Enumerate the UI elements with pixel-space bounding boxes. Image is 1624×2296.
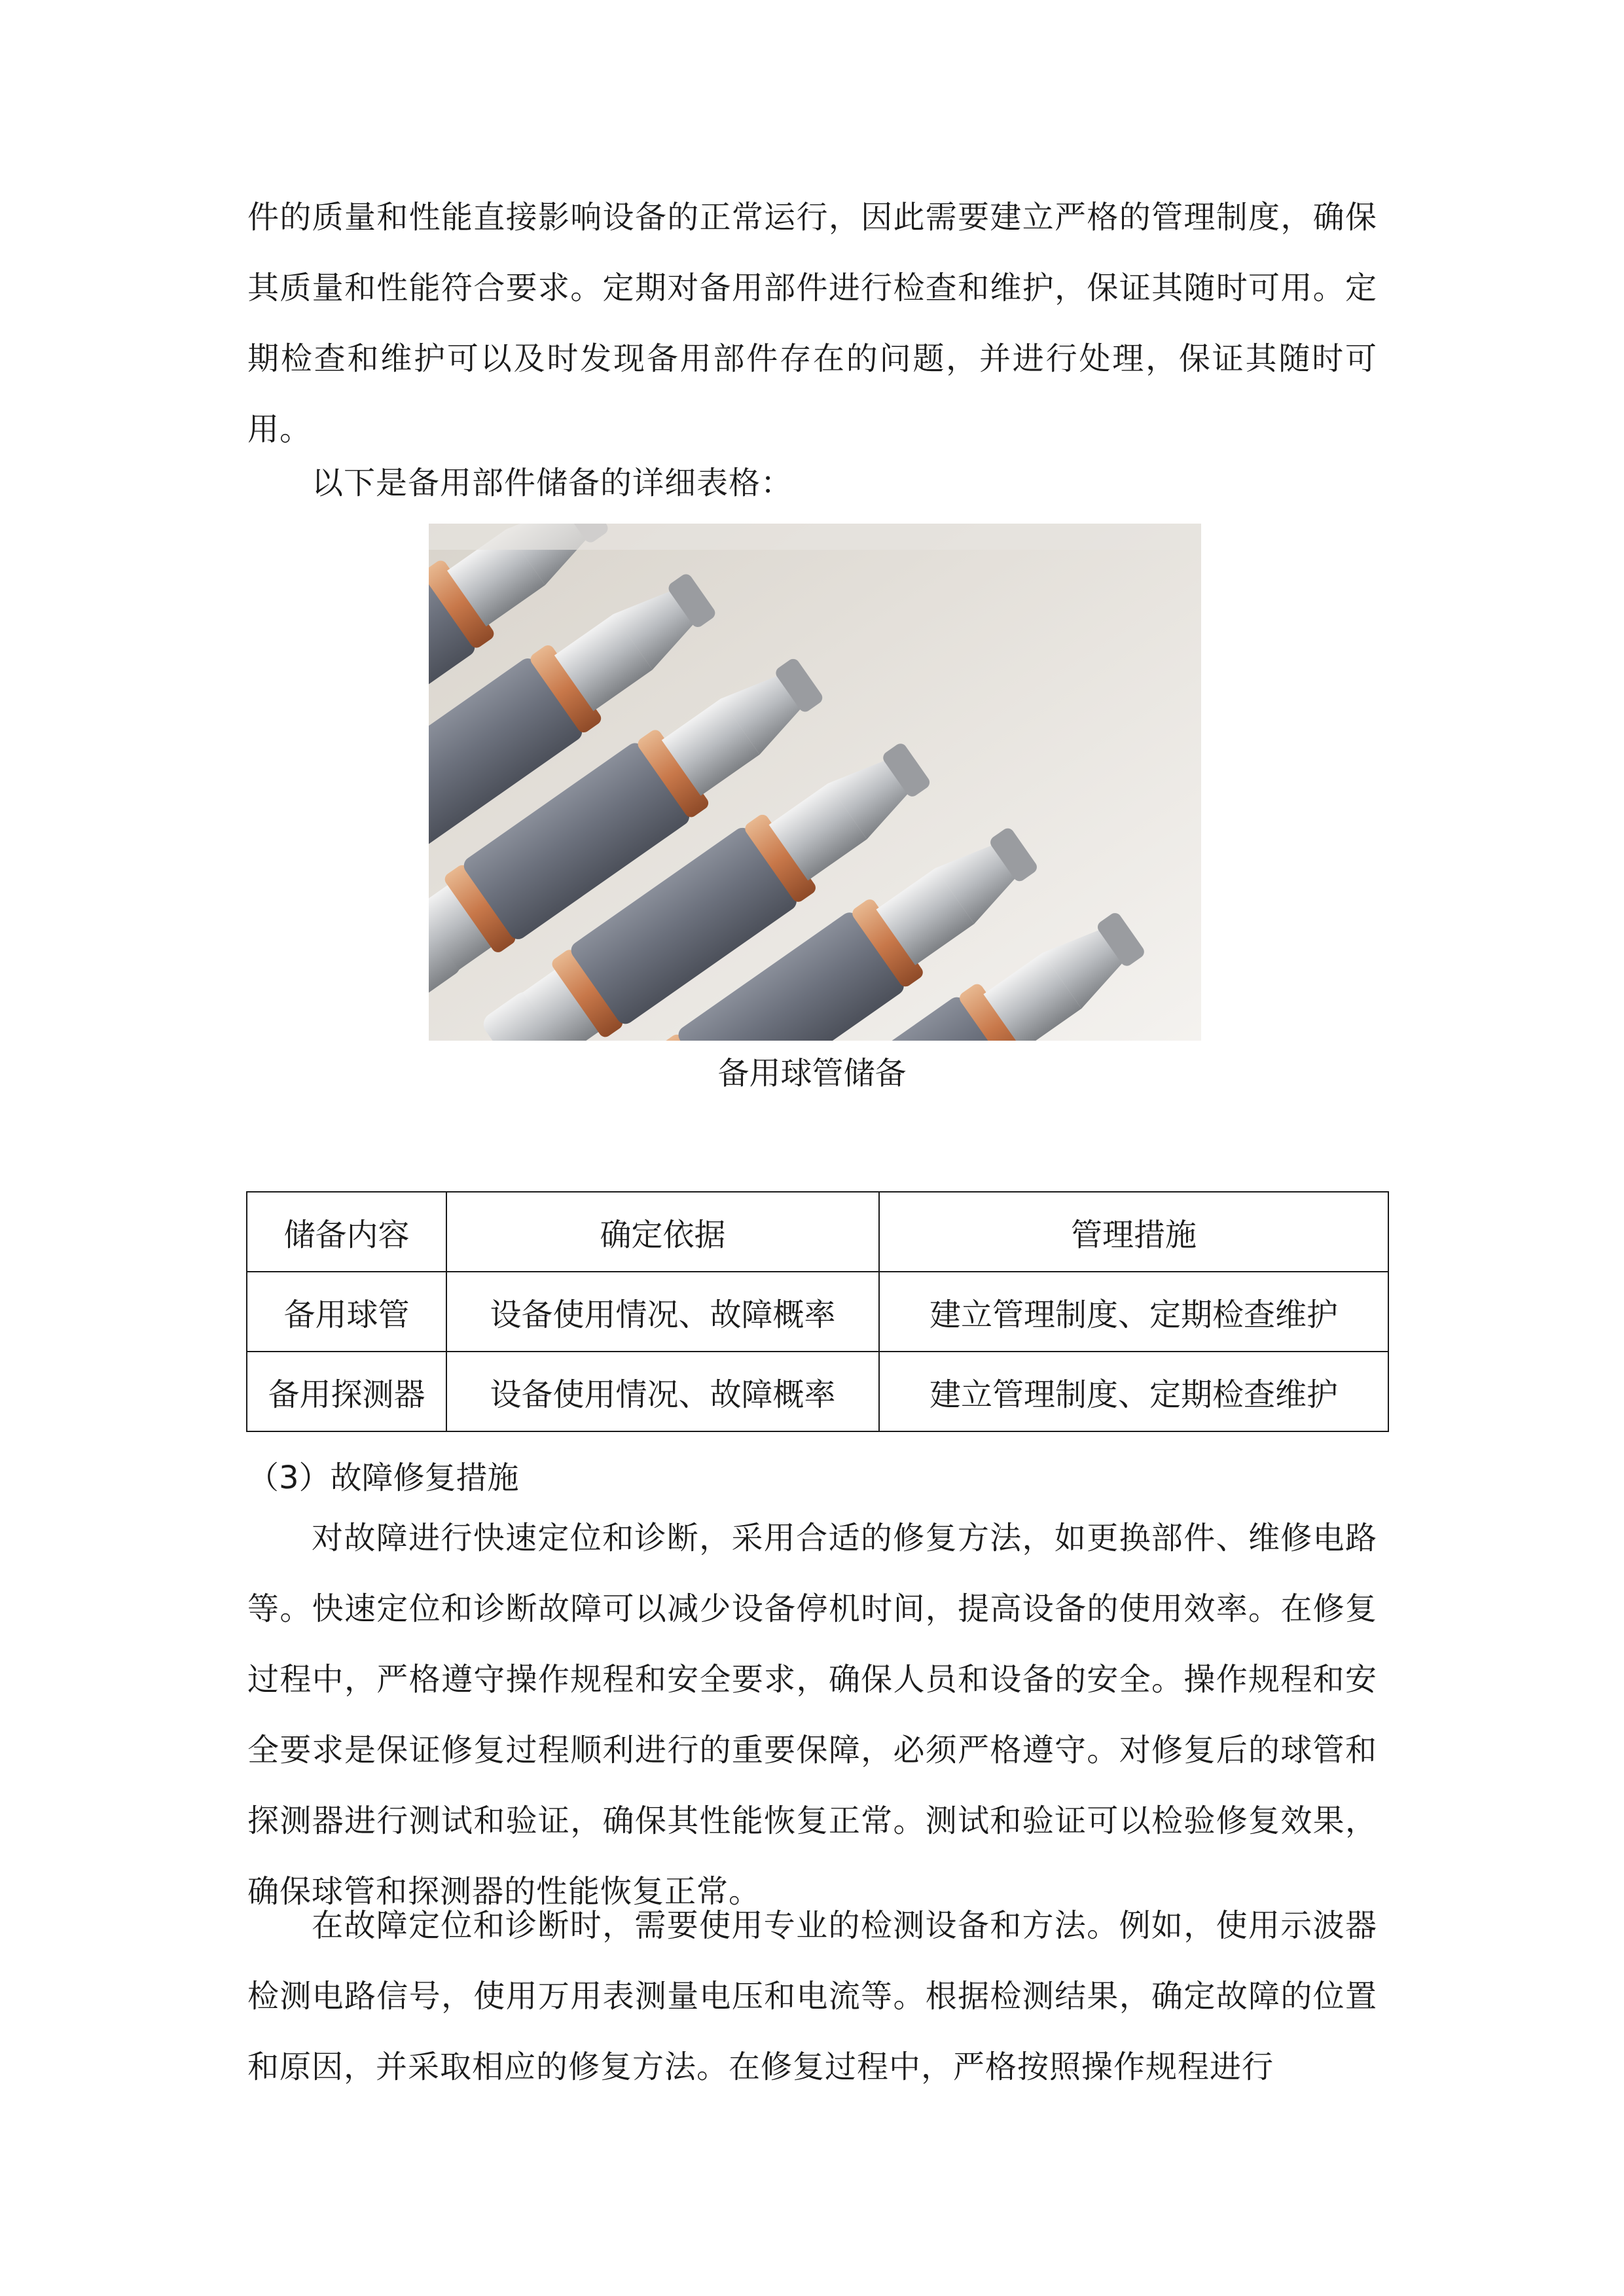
table-header-cell: 确定依据 [446, 1192, 879, 1272]
table-cell: 设备使用情况、故障概率 [446, 1352, 879, 1431]
table-cell: 备用探测器 [247, 1352, 446, 1431]
spare-parts-table [246, 1191, 1389, 1432]
table-cell: 设备使用情况、故障概率 [446, 1272, 879, 1352]
spare-tube-photo [429, 524, 1201, 1041]
repair-paragraph-1: 对故障进行快速定位和诊断，采用合适的修复方法，如更换部件、维修电路等。快速定位和诊断故障可以减少设备停机时间，提高设备的使用效率。在修复过程中，严格遵守操作规程和安全要求，确保人员和设备的安全。操作规程和安全要求是保证修复过程顺利进行的重要保障，必须严格遵守。对修复后的球管和探测器进行测试和验证，确保其性能恢复正常。测试和验证可以检验修复效果，确保球管和探测器的性能恢复正常。 [247, 1520, 1377, 1910]
table-row [247, 1352, 1388, 1431]
section-heading: （3）故障修复措施 [247, 1460, 519, 1496]
table-cell: 备用球管 [247, 1272, 446, 1352]
table-header-cell: 储备内容 [247, 1192, 446, 1272]
repair-paragraph-2: 在故障定位和诊断时，需要使用专业的检测设备和方法。例如，使用示波器检测电路信号，使用万用表测量电压和电流等。根据检测结果，确定故障的位置和原因，并采取相应的修复方法。在修复过程中，严格按照操作规程进行 [247, 1907, 1377, 2085]
table-lead-paragraph: 以下是备用部件储备的详细表格： [312, 465, 793, 501]
table-header-cell: 管理措施 [879, 1192, 1388, 1272]
table-cell: 建立管理制度、定期检查维护 [879, 1272, 1388, 1352]
table-row [247, 1272, 1388, 1352]
table-cell: 建立管理制度、定期检查维护 [879, 1352, 1388, 1431]
xray-tube-illustration [429, 524, 1201, 1041]
figure-caption: 备用球管储备 [717, 1055, 907, 1092]
table-header-row [247, 1192, 1388, 1272]
intro-paragraph: 件的质量和性能直接影响设备的正常运行，因此需要建立严格的管理制度，确保其质量和性能符合要求。定期对备用部件进行检查和维护，保证其随时可用。定期检查和维护可以及时发现备用部件存在的问题，并进行处理，保证其随时可用。 [247, 199, 1377, 448]
